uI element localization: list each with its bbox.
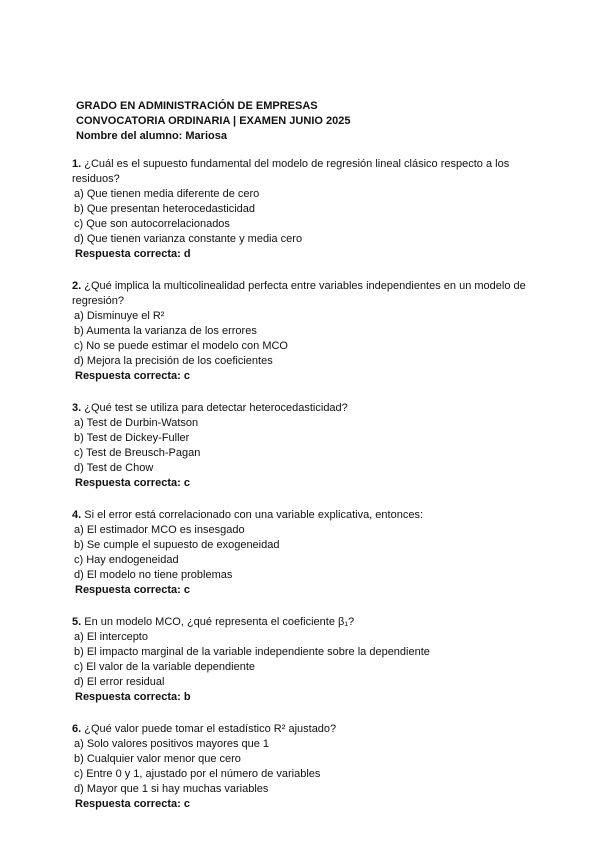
question-number: 4. (72, 509, 82, 521)
question-4 (72, 508, 542, 598)
question-3 (72, 401, 542, 491)
question-text: En un modelo MCO, ¿qué representa el coeficiente β₁? (84, 616, 355, 628)
correct-answer: Respuesta correcta: d (75, 248, 191, 260)
question-number: 2. (72, 280, 82, 292)
correct-answer: Respuesta correcta: c (75, 477, 190, 489)
option-b: b) El impacto marginal de la variable independiente sobre la dependiente (74, 646, 430, 658)
option-c: c) Test de Breusch-Pagan (74, 447, 201, 459)
option-b: b) Cualquier valor menor que cero (74, 753, 241, 765)
option-a: a) El estimador MCO es insesgado (74, 524, 245, 536)
question-6 (72, 722, 542, 812)
question-number: 5. (72, 616, 82, 628)
option-a: a) El intercepto (74, 631, 148, 643)
option-c: c) El valor de la variable dependiente (74, 661, 256, 673)
option-d: d) El error residual (74, 676, 165, 688)
student-name: Nombre del alumno: Mariosa (76, 130, 227, 142)
option-d: d) Que tienen varianza constante y media cero (74, 233, 303, 245)
question-number: 1. (72, 158, 82, 170)
correct-answer: Respuesta correcta: c (75, 370, 190, 382)
question-number: 6. (72, 723, 82, 735)
option-d: d) Mayor que 1 si hay muchas variables (74, 783, 269, 795)
option-b: b) Se cumple el supuesto de exogeneidad (74, 539, 280, 551)
option-d: d) Test de Chow (74, 462, 154, 474)
question-text: ¿Qué valor puede tomar el estadístico R² ajustado? (84, 723, 337, 735)
option-d: d) El modelo no tiene problemas (74, 569, 233, 581)
option-a: a) Test de Durbin-Watson (74, 417, 199, 429)
question-text: ¿Cuál es el supuesto fundamental del modelo de regresión lineal clásico respecto a los residuos? (72, 158, 510, 185)
correct-answer: Respuesta correcta: c (75, 798, 190, 810)
option-c: c) Que son autocorrelacionados (74, 218, 230, 230)
degree-title: GRADO EN ADMINISTRACIÓN DE EMPRESAS (76, 100, 318, 112)
option-b: b) Que presentan heterocedasticidad (74, 203, 256, 215)
option-d: d) Mejora la precisión de los coeficientes (74, 355, 273, 367)
option-c: c) Entre 0 y 1, ajustado por el número de variables (74, 768, 321, 780)
question-text: ¿Qué implica la multicolinealidad perfecta entre variables independientes en un modelo de regresión? (72, 280, 526, 307)
exam-header (76, 99, 350, 144)
question-number: 3. (72, 402, 82, 414)
question-text: ¿Qué test se utiliza para detectar heterocedasticidad? (84, 402, 348, 414)
option-a: a) Solo valores positivos mayores que 1 (74, 738, 270, 750)
exam-session: CONVOCATORIA ORDINARIA | EXAMEN JUNIO 2025 (76, 115, 351, 127)
option-a: a) Disminuye el R² (74, 310, 165, 322)
option-c: c) No se puede estimar el modelo con MCO (74, 340, 288, 352)
option-a: a) Que tienen media diferente de cero (74, 188, 260, 200)
correct-answer: Respuesta correcta: b (75, 691, 191, 703)
option-c: c) Hay endogeneidad (74, 554, 179, 566)
correct-answer: Respuesta correcta: c (75, 584, 190, 596)
question-1 (72, 157, 542, 262)
questions-list (72, 157, 542, 829)
option-b: b) Test de Dickey-Fuller (74, 432, 190, 444)
question-2 (72, 279, 542, 384)
question-5 (72, 615, 542, 705)
option-b: b) Aumenta la varianza de los errores (74, 325, 257, 337)
question-text: Si el error está correlacionado con una variable explicativa, entonces: (84, 509, 423, 521)
